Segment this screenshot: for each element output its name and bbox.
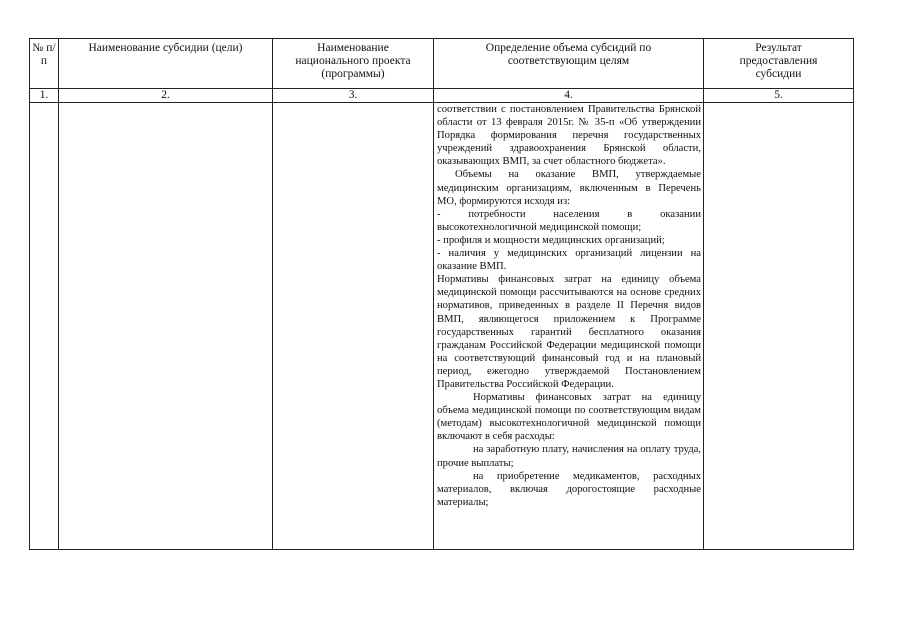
list-item: - профиля и мощности медицинских организаций; xyxy=(437,234,665,246)
column-number: 5. xyxy=(704,89,854,103)
paragraph: на заработную плату, начисления на оплату труда, прочие выплаты; xyxy=(437,444,701,469)
list-item: - потребности населения в оказании высокотехнологичной медицинской помощи; xyxy=(437,208,701,233)
paragraph: на приобретение медикаментов, расходных материалов, включая дорогостоящие расходные материалы; xyxy=(437,470,701,508)
header-national-project: Наименование национального проекта (программы) xyxy=(273,39,434,89)
column-number: 3. xyxy=(273,89,434,103)
header-subsidy-name: Наименование субсидии (цели) xyxy=(59,39,273,89)
header-number: № п/п xyxy=(30,39,59,89)
paragraph: соответствии с постановлением Правительства Брянской области от 13 февраля 2015г. № 35-п «Об утверждении Порядка формирования перечня государственных учреждений здравоохранения Брянской области, оказывающих ВМП, за счет областного бюджета». xyxy=(437,104,701,168)
column-number: 2. xyxy=(59,89,273,103)
list-item: - наличия у медицинских организаций лицензии на оказание ВМП. xyxy=(437,248,701,273)
subsidy-table xyxy=(29,38,854,550)
cell-subsidy-name xyxy=(59,103,273,550)
header-volume-definition: Определение объема субсидий по соответствующим целям xyxy=(434,39,704,89)
paragraph: Нормативы финансовых затрат на единицу объема медицинской помощи рассчитываются на основе средних нормативов, приведенных в разделе II Перечня видов ВМП, являющегося приложением к Программе государственных гарантий бесплатного оказания гражданам Российской Федерации медицинской помощи на соответствующий финансовый год и на плановый период, ежегодно утверждаемой Постановлением Правительства Российской Федерации. xyxy=(437,274,701,390)
header-result: Результат предоставления субсидии xyxy=(704,39,854,89)
cell-volume-definition xyxy=(434,103,704,550)
column-number: 4. xyxy=(434,89,704,103)
cell-number xyxy=(30,103,59,550)
table-row xyxy=(30,103,854,550)
paragraph: Объемы на оказание ВМП, утверждаемые медицинским организациям, включенным в Перечень МО, формируются исходя из: xyxy=(437,169,701,207)
paragraph: Нормативы финансовых затрат на единицу объема медицинской помощи по соответствующим видам (методам) высокотехнологичной медицинской помощи включают в себя расходы: xyxy=(437,392,701,443)
header-row xyxy=(30,39,854,89)
cell-national-project xyxy=(273,103,434,550)
cell-result xyxy=(704,103,854,550)
column-number-row xyxy=(30,89,854,103)
column-number: 1. xyxy=(30,89,59,103)
